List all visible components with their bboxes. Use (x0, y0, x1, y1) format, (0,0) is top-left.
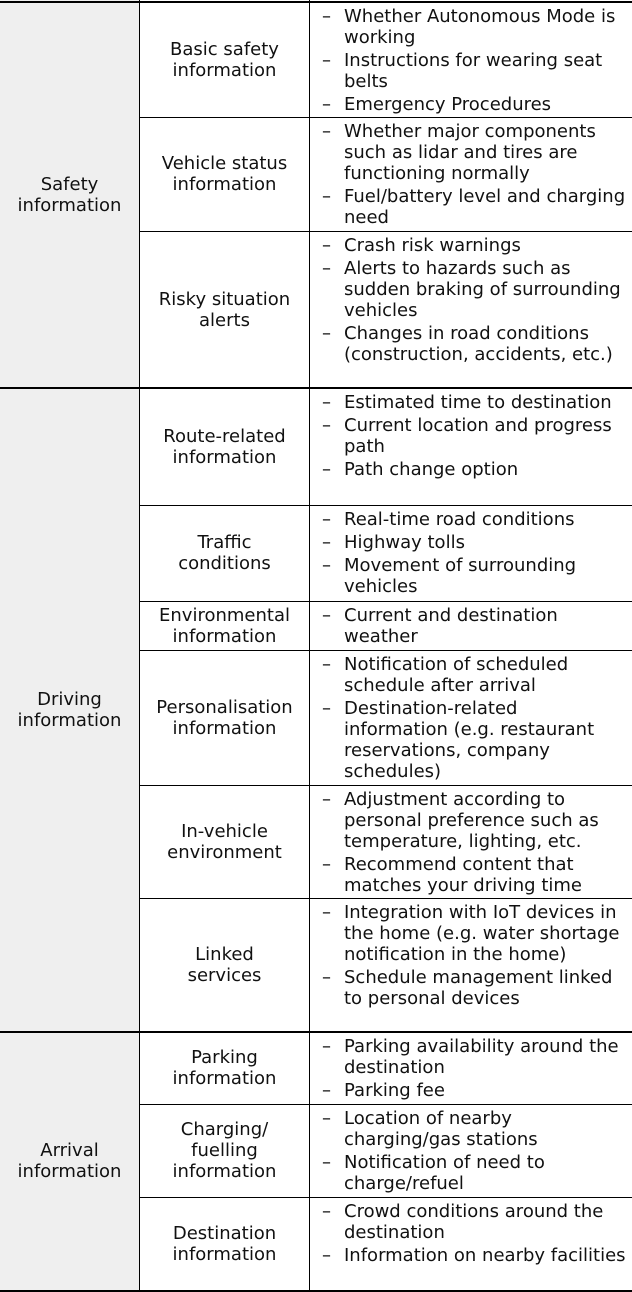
category-divider (0, 1031, 632, 1033)
row-divider (139, 1104, 632, 1105)
row-divider (139, 601, 632, 602)
subcategory-cell: Parking information (172, 1047, 277, 1089)
detail-item: – Alerts to hazards such as sudden braking of surrounding vehicles (322, 258, 626, 321)
row-divider (139, 117, 632, 118)
category-cell: Safety information (17, 174, 122, 216)
detail-item: – Parking fee (322, 1080, 626, 1101)
subcategory-cell: Route-related information (163, 425, 286, 468)
detail-item: – Whether major components such as lidar and tires are functioning normally (322, 121, 626, 184)
subcategory-cell: In-vehicle environment (167, 820, 282, 863)
details-cell (310, 785, 632, 898)
detail-item: – Crowd conditions around the destination (322, 1201, 626, 1243)
subcategory-cell: Charging/ fuelling information (172, 1119, 277, 1182)
detail-item: – Estimated time to destination (322, 392, 626, 413)
detail-item: – Highway tolls (322, 532, 626, 553)
detail-item: – Movement of surrounding vehicles (322, 555, 626, 597)
detail-item: – Recommend content that matches your driving time (322, 854, 626, 896)
subcategory-cell: Vehicle status information (161, 153, 288, 195)
details-cell (310, 2, 632, 117)
subcategory-cell: Linked services (187, 944, 262, 986)
column-divider (139, 0, 140, 1292)
row-divider (139, 505, 632, 506)
category-divider (0, 387, 632, 389)
row-divider (139, 650, 632, 651)
row-divider (139, 898, 632, 899)
detail-item: – Changes in road conditions (construction, accidents, etc.) (322, 323, 626, 365)
details-cell (310, 231, 632, 388)
detail-item: – Parking availability around the destination (322, 1036, 626, 1078)
subcategory-cell: Environmental information (159, 604, 290, 647)
details-cell (310, 117, 632, 231)
subcategory-cell: Destination information (172, 1222, 277, 1265)
detail-item: – Instructions for wearing seat belts (322, 50, 626, 92)
details-cell (310, 1104, 632, 1197)
details-cell (310, 601, 632, 650)
detail-item: – Location of nearby charging/gas stations (322, 1108, 626, 1150)
category-cell: Arrival information (17, 1140, 122, 1182)
column-divider (309, 0, 310, 1292)
details-cell (310, 1032, 632, 1104)
detail-item: – Whether Autonomous Mode is working (322, 6, 626, 48)
subcategory-cell: Risky situation alerts (158, 288, 291, 331)
detail-item: – Destination-related information (e.g. restaurant reservations, company schedules) (322, 698, 626, 782)
detail-item: – Current and destination weather (322, 605, 626, 647)
row-divider (139, 231, 632, 232)
subcategory-cell: Traffic conditions (178, 532, 271, 574)
subcategory-cell: Personalisation information (156, 696, 293, 739)
row-divider (139, 1197, 632, 1198)
detail-item: – Schedule management linked to personal devices (322, 967, 626, 1009)
detail-item: – Information on nearby facilities (322, 1245, 626, 1266)
details-cell (310, 388, 632, 505)
row-divider (139, 785, 632, 786)
detail-item: – Real-time road conditions (322, 509, 626, 530)
detail-item: – Notification of scheduled schedule after arrival (322, 654, 626, 696)
detail-item: – Emergency Procedures (322, 94, 626, 115)
category-cell: Driving information (17, 689, 122, 731)
details-cell (310, 650, 632, 785)
detail-item: – Crash risk warnings (322, 235, 626, 256)
detail-item: – Current location and progress path (322, 415, 626, 457)
detail-item: – Integration with IoT devices in the home (e.g. water shortage notification in the home) (322, 902, 626, 965)
category-divider (0, 1, 632, 3)
detail-item: – Path change option (322, 459, 626, 480)
detail-item: – Adjustment according to personal preference such as temperature, lighting, etc. (322, 789, 626, 852)
details-cell (310, 898, 632, 1032)
subcategory-cell: Basic safety information (170, 38, 279, 81)
detail-item: – Fuel/battery level and charging need (322, 186, 626, 228)
details-cell (310, 1197, 632, 1290)
detail-item: – Notification of need to charge/refuel (322, 1152, 626, 1194)
details-cell (310, 505, 632, 601)
